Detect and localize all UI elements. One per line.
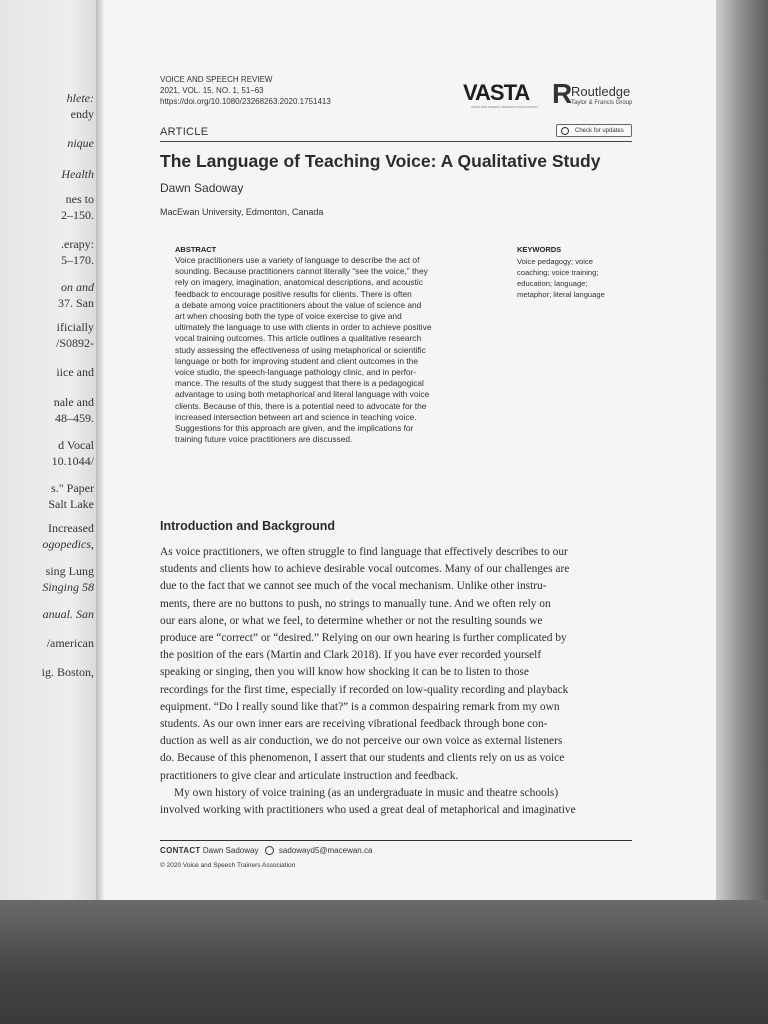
text-line: ultimately the language to use with clients in order to achieve positive <box>175 322 432 333</box>
facing-page-text: hlete: <box>66 91 94 105</box>
text-line: study assessing the effectiveness of using metaphorical or scientific <box>175 344 426 355</box>
text-line: due to the fact that we cannot see much of the vocal mechanism. Unlike other instru- <box>160 580 547 593</box>
facing-page-text: 48–459. <box>55 411 94 425</box>
text-line: coaching; voice training; <box>517 268 599 277</box>
text-line: equipment. “Do I really sound like that?” is a common despairing remark from my own <box>160 700 560 713</box>
facing-page-text: ogopedics, <box>42 537 94 551</box>
keywords-list <box>517 256 627 300</box>
keywords-heading: KEYWORDS <box>517 245 562 254</box>
text-line: do. Because of this phenomenon, I assert that our students and clients rely on us as voice <box>160 752 565 765</box>
contact-line <box>160 846 372 855</box>
scan-shadow <box>0 900 768 1024</box>
facing-page-text: sing Lung <box>45 564 94 578</box>
text-line: a debate among voice practitioners about the value of science and <box>175 299 422 310</box>
doi-link[interactable]: https://doi.org/10.1080/23268263.2020.1751413 <box>160 97 331 106</box>
check-for-updates-label: Check for updates <box>575 128 624 134</box>
text-line: As voice practitioners, we often struggle to find language that effectively describes to our <box>160 546 568 558</box>
text-line: students and clients how to achieve desirable vocal outcomes. Many of our challenges are <box>160 563 570 576</box>
text-line: language or both for improving student and client outcomes in the <box>175 355 419 366</box>
facing-page-text: Singing 58 <box>42 580 94 594</box>
check-for-updates-button[interactable] <box>556 124 632 137</box>
text-line: vocal training outcomes. This article outlines a qualitative research <box>175 333 422 344</box>
routledge-logo-subtitle: Taylor & Francis Group <box>571 100 633 106</box>
text-line: clients. Because of this, there is a potential need to advocate for the <box>175 400 427 411</box>
header-divider <box>160 141 632 142</box>
check-updates-icon <box>561 127 569 135</box>
facing-page-text: iice and <box>56 365 94 379</box>
article-title: The Language of Teaching Voice: A Qualitative Study <box>160 151 601 171</box>
facing-page-text: nale and <box>53 395 94 409</box>
contact-label: CONTACT <box>160 846 201 855</box>
contact-divider <box>160 840 632 841</box>
facing-page-text: /S0892- <box>55 336 94 350</box>
text-line: voice studio, the speech-language pathology clinic, and in perfor- <box>175 367 417 378</box>
book-spine <box>96 0 104 900</box>
facing-page-text: 5–170. <box>61 253 94 267</box>
facing-page-text: d Vocal <box>58 438 94 452</box>
facing-page-text: 2–150. <box>61 208 94 222</box>
vasta-logo-subtitle: VOICE AND SPEECH TRAINERS ASSOCIATION <box>471 105 538 109</box>
facing-page-text: ig. Boston, <box>41 665 94 679</box>
article-author: Dawn Sadoway <box>160 181 244 195</box>
section-body <box>160 544 632 819</box>
facing-page-text: anual. San <box>42 607 94 621</box>
text-line: education; language; <box>517 279 588 288</box>
facing-page-text: ificially <box>56 320 94 334</box>
text-line: feedback to encourage positive results for clients. There is often <box>175 288 412 299</box>
text-line: increased intersection between art and science in teaching voice. <box>175 411 417 422</box>
contact-name: Dawn Sadoway <box>202 846 259 855</box>
text-line: recordings for the first time, especially if recorded on low-quality recording and playback <box>160 683 569 696</box>
facing-page-text: nes to <box>65 192 94 206</box>
article-type-label: ARTICLE <box>160 126 209 138</box>
text-line: mance. The results of the study suggest that there is a pedagogical <box>175 378 424 389</box>
facing-page-text: 10.1044/ <box>51 454 94 468</box>
facing-page-text: /american <box>46 636 94 650</box>
abstract-body <box>175 255 495 445</box>
vasta-logo: VASTA <box>463 80 530 105</box>
text-line: sounding. Because practitioners cannot literally “see the voice,” they <box>175 266 428 277</box>
text-line: My own history of voice training (as an undergraduate in music and theatre schools) <box>174 786 559 799</box>
text-line: practitioners to give clear and articulate instruction and feedback. <box>160 769 459 782</box>
text-line: our ears alone, or what we feel, to determine whether or not the resulting sounds we <box>160 614 543 627</box>
text-line: training future voice practitioners are discussed. <box>175 434 353 445</box>
routledge-r-icon: R <box>552 78 573 109</box>
text-line: advantage to using both metaphorical and literal language with voice <box>175 389 430 400</box>
facing-page-text: Increased <box>48 521 94 535</box>
text-line: involved working with practitioners who used a great deal of metaphorical and imaginative <box>160 804 576 817</box>
abstract-heading: ABSTRACT <box>175 245 217 254</box>
contact-email[interactable]: sadowayd5@macewan.ca <box>278 846 373 855</box>
facing-page-text: 37. San <box>58 296 94 310</box>
facing-page-text: endy <box>70 107 94 121</box>
text-line: speaking or singing, then you will know how shocking it can be to listen to those <box>160 666 529 679</box>
routledge-logo: Routledge <box>571 84 631 99</box>
text-line: Suggestions for this approach are given, and the implications for <box>175 423 414 434</box>
page-edge-shadow <box>716 0 768 1024</box>
facing-page <box>0 0 100 1024</box>
journal-name: VOICE AND SPEECH REVIEW <box>160 75 273 84</box>
facing-page-text: on and <box>61 280 94 294</box>
text-line: ments, there are no buttons to push, no strings to manually tune. And we often rely on <box>160 597 551 610</box>
text-line: metaphor; literal language <box>517 290 605 299</box>
text-line: rely on imagery, imagination, anatomical descriptions, and acoustic <box>175 277 423 288</box>
text-line: students. As our own inner ears are receiving vibrational feedback through bone con- <box>160 718 548 731</box>
text-line: the position of the ears (Martin and Clark 2018). If you have ever recorded yourself <box>160 649 542 662</box>
facing-page-text: Health <box>61 167 94 181</box>
facing-page-text: .erapy: <box>61 237 94 251</box>
text-line: Voice practitioners use a variety of language to describe the act of <box>175 255 420 265</box>
text-line: produce are “correct” or “desired.” Relying on our own hearing is further complicated by <box>160 632 567 645</box>
text-line: art when choosing both the type of voice exercise to give and <box>175 311 402 322</box>
facing-page-text: Salt Lake <box>48 497 94 511</box>
text-line: duction as well as air conduction, we do not perceive our own voice as external listeners <box>160 735 563 748</box>
journal-volume: 2021, VOL. 15, NO. 1, 51–63 <box>160 86 264 95</box>
author-affiliation: MacEwan University, Edmonton, Canada <box>160 207 324 217</box>
email-icon <box>265 846 274 855</box>
facing-page-text: s." Paper <box>51 481 94 495</box>
text-line: Voice pedagogy; voice <box>517 257 593 266</box>
copyright-notice: © 2020 Voice and Speech Trainers Association <box>160 862 296 869</box>
facing-page-text: nique <box>67 136 94 150</box>
section-heading: Introduction and Background <box>160 519 335 533</box>
